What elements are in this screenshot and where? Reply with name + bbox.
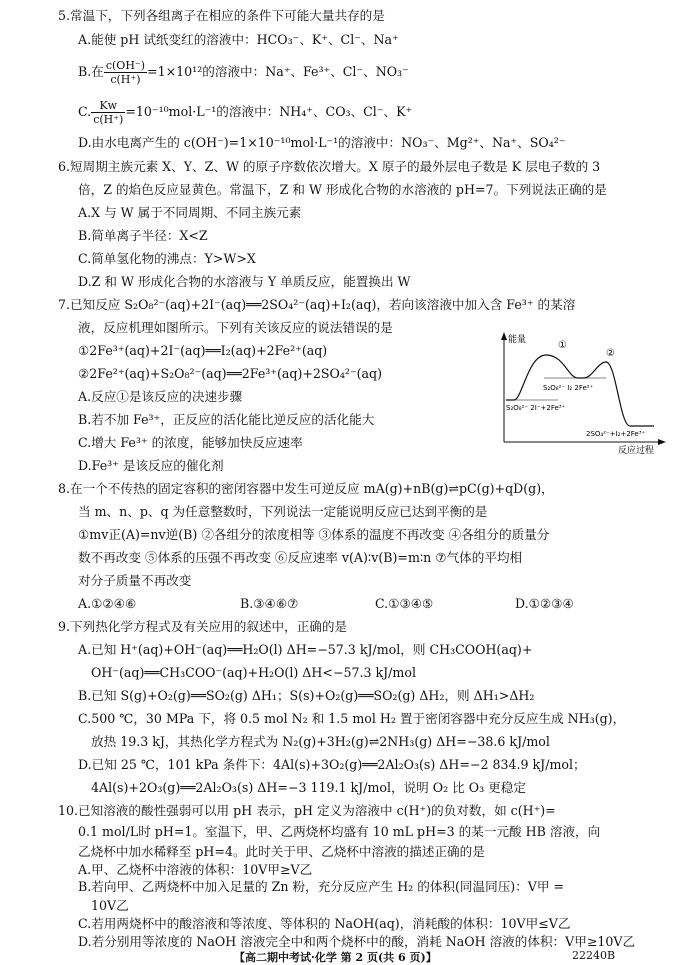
intermediate-label: S₂O₈²⁻ I₂ 2Fe²⁺ bbox=[543, 384, 594, 392]
q10-stem-line1: 10.已知溶液的酸性强弱可以用 pH 表示，pH 定义为溶液中 c(H⁺)的负对数，如 c(H⁺)= bbox=[58, 803, 556, 818]
q10-option-a: A.甲、乙烧杯中溶液的体积：10V甲≥V乙 bbox=[78, 862, 313, 877]
q7-option-a: A.反应①是该反应的决速步骤 bbox=[78, 389, 243, 404]
q6-stem-line2: 倍，Z 的焰色反应显黄色。常温下，Z 和 W 形成化合物的水溶液的 pH=7。下列说法正确的是 bbox=[78, 182, 607, 197]
q8-option-d: D.①②③④ bbox=[515, 596, 574, 611]
q7-energy-diagram bbox=[488, 330, 668, 455]
q6-option-a: A.X 与 W 属于不同周期、不同主族元素 bbox=[78, 205, 302, 220]
q5-stem: 5.常温下，下列各组离子在相应的条件下可能大量共存的是 bbox=[58, 8, 385, 23]
q9-option-d-line1: D.已知 25 ℃，101 kPa 条件下：4Al(s)+3O₂(g)══2Al₂O₃(s) ΔH=−2 834.9 kJ/mol； bbox=[78, 757, 586, 772]
q8-statements-line3: 对分子质量不再改变 bbox=[78, 573, 192, 588]
q5-c-numerator: Kw bbox=[91, 99, 125, 113]
q5-option-a: A.能使 pH 试纸变红的溶液中：HCO₃⁻、K⁺、Cl⁻、Na⁺ bbox=[78, 32, 399, 47]
q9-option-a-line2: OH⁻(aq)══CH₃COO⁻(aq)+H₂O(l) ΔH<−57.3 kJ/mol bbox=[91, 665, 416, 680]
x-axis-label: 反应过程 bbox=[618, 446, 655, 455]
reactant-label: S₂O₈²⁻ 2I⁻+2Fe³⁺ bbox=[506, 404, 566, 412]
q10-option-d: D.若分别用等浓度的 NaOH 溶液完全中和两个烧杯中的酸，消耗 NaOH 溶液的体积：V甲≥10V乙 bbox=[78, 934, 636, 949]
q8-stem-line1: 8.在一个不传热的固定容积的密闭容器中发生可逆反应 mA(g)+nB(g)⇌pC(g)+qD(g)， bbox=[58, 481, 554, 496]
q10-option-c: C.若用两烧杯中的酸溶液和等浓度、等体积的 NaOH(aq)，消耗酸的体积：10V甲≤V乙 bbox=[78, 916, 571, 931]
q8-statements-line2: 数不再改变 ⑤体系的压强不再改变 ⑥反应速率 v(A)∶v(B)=m∶n ⑦气体的平均相 bbox=[78, 550, 523, 565]
q8-option-c: C.①③④⑤ bbox=[375, 596, 434, 611]
peak-1-label: ① bbox=[558, 340, 567, 351]
q8-option-a: A.①②④⑥ bbox=[78, 596, 137, 611]
q5-c-denominator: c(H⁺) bbox=[93, 113, 124, 126]
q9-option-d-line2: 4Al(s)+2O₃(g)══2Al₂O₃(s) ΔH=−3 119.1 kJ/mol，说明 O₂ 比 O₃ 更稳定 bbox=[91, 780, 526, 795]
q6-stem-line1: 6.短周期主族元素 X、Y、Z、W 的原子序数依次增大。X 原子的最外层电子数是 K 层电子数的 3 bbox=[58, 159, 601, 174]
footer-code: 22240B bbox=[572, 949, 616, 962]
q5-b-prefix: B.在 bbox=[78, 64, 104, 79]
x-axis-arrow-icon bbox=[658, 439, 666, 445]
q7-stem-line2: 液，反应机理如图所示。下列有关该反应的说法错误的是 bbox=[78, 320, 393, 335]
q10-option-b-line1: B.若向甲、乙两烧杯中加入足量的 Zn 粉，充分反应产生 H₂ 的体积(同温同压)：V甲 = bbox=[78, 879, 565, 894]
q10-stem-line3: 乙烧杯中加水稀释至 pH=4。此时关于甲、乙烧杯中溶液的描述正确的是 bbox=[78, 844, 485, 859]
peak-2-label: ② bbox=[606, 348, 615, 359]
q5-option-c bbox=[78, 99, 412, 126]
q5-b-numerator: c(OH⁻) bbox=[105, 59, 146, 72]
y-axis-label: 能量 bbox=[508, 335, 527, 345]
q5-c-suffix: =10⁻¹⁰mol·L⁻¹的溶液中：NH₄⁺、CO₃、Cl⁻、K⁺ bbox=[125, 104, 413, 119]
q7-option-c: C.增大 Fe³⁺ 的浓度，能够加快反应速率 bbox=[78, 435, 303, 450]
footer-title: 【高二期中考试·化学 第 2 页(共 6 页)】 bbox=[234, 951, 437, 964]
q9-option-c-line1: C.500 ℃，30 MPa 下，将 0.5 mol N₂ 和 1.5 mol H₂ 置于密闭容器中充分反应生成 NH₃(g)， bbox=[78, 711, 626, 726]
q6-option-b: B.简单离子半径：X<Z bbox=[78, 228, 208, 243]
q9-option-b: B.已知 S(g)+O₂(g)══SO₂(g) ΔH₁；S(s)+O₂(g)══SO₂(g) ΔH₂，则 ΔH₁>ΔH₂ bbox=[78, 688, 535, 703]
q6-option-d: D.Z 和 W 形成化合物的水溶液与 Y 单质反应，能置换出 W bbox=[78, 274, 411, 289]
q5-c-prefix: C. bbox=[78, 104, 92, 119]
q8-stem-line2: 当 m、n、p、q 为任意整数时，下列说法一定能说明反应已达到平衡的是 bbox=[78, 504, 488, 519]
q7-option-d: D.Fe³⁺ 是该反应的催化剂 bbox=[78, 458, 224, 473]
q9-option-c-line2: 放热 19.3 kJ，其热化学方程式为 N₂(g)+3H₂(g)⇌2NH₃(g) ΔH=−38.6 kJ/mol bbox=[91, 734, 550, 749]
q6-option-c: C.简单氢化物的沸点：Y>W>X bbox=[78, 251, 256, 266]
q5-b-fraction bbox=[104, 59, 147, 86]
q9-stem: 9.下列热化学方程式及有关应用的叙述中，正确的是 bbox=[58, 619, 348, 634]
q9-option-a-line1: A.已知 H⁺(aq)+OH⁻(aq)══H₂O(l) ΔH=−57.3 kJ/mol，则 CH₃COOH(aq)+ bbox=[78, 642, 533, 657]
q7-reaction-1: ①2Fe³⁺(aq)+2I⁻(aq)══I₂(aq)+2Fe²⁺(aq) bbox=[78, 343, 328, 358]
q8-statements-line1: ①mv正(A)=nv逆(B) ②各组分的浓度相等 ③体系的温度不再改变 ④各组分的质量分 bbox=[78, 527, 550, 542]
q5-option-b bbox=[78, 59, 409, 86]
q10-stem-line2: 0.1 mol/L时 pH=1。室温下，甲、乙两烧杯均盛有 10 mL pH=3 的某一元酸 HB 溶液，向 bbox=[78, 824, 601, 839]
q5-c-fraction bbox=[91, 99, 125, 126]
y-axis-arrow-icon bbox=[501, 332, 507, 340]
q7-stem-line1: 7.已知反应 S₂O₈²⁻(aq)+2I⁻(aq)══2SO₄²⁻(aq)+I₂(aq)，若向该溶液中加入含 Fe³⁺ 的某溶 bbox=[58, 297, 576, 312]
q5-b-suffix: =1×10¹²的溶液中：Na⁺、Fe³⁺、Cl⁻、NO₃⁻ bbox=[147, 64, 409, 79]
q7-option-b: B.若不加 Fe³⁺，正反应的活化能比逆反应的活化能大 bbox=[78, 412, 375, 427]
product-label: 2SO₄²⁻+I₂+2Fe³⁺ bbox=[586, 430, 646, 438]
q5-option-d: D.由水电离产生的 c(OH⁻)=1×10⁻¹⁰mol·L⁻¹的溶液中：NO₃⁻、Mg²⁺、Na⁺、SO₄²⁻ bbox=[78, 135, 566, 150]
q10-option-b-line2: 10V乙 bbox=[91, 898, 129, 913]
q7-reaction-2: ②2Fe²⁺(aq)+S₂O₈²⁻(aq)══2Fe³⁺(aq)+2SO₄²⁻(aq) bbox=[78, 366, 383, 381]
q5-b-denominator: c(H⁺) bbox=[110, 73, 141, 86]
q8-option-b: B.③④⑥⑦ bbox=[240, 596, 299, 611]
